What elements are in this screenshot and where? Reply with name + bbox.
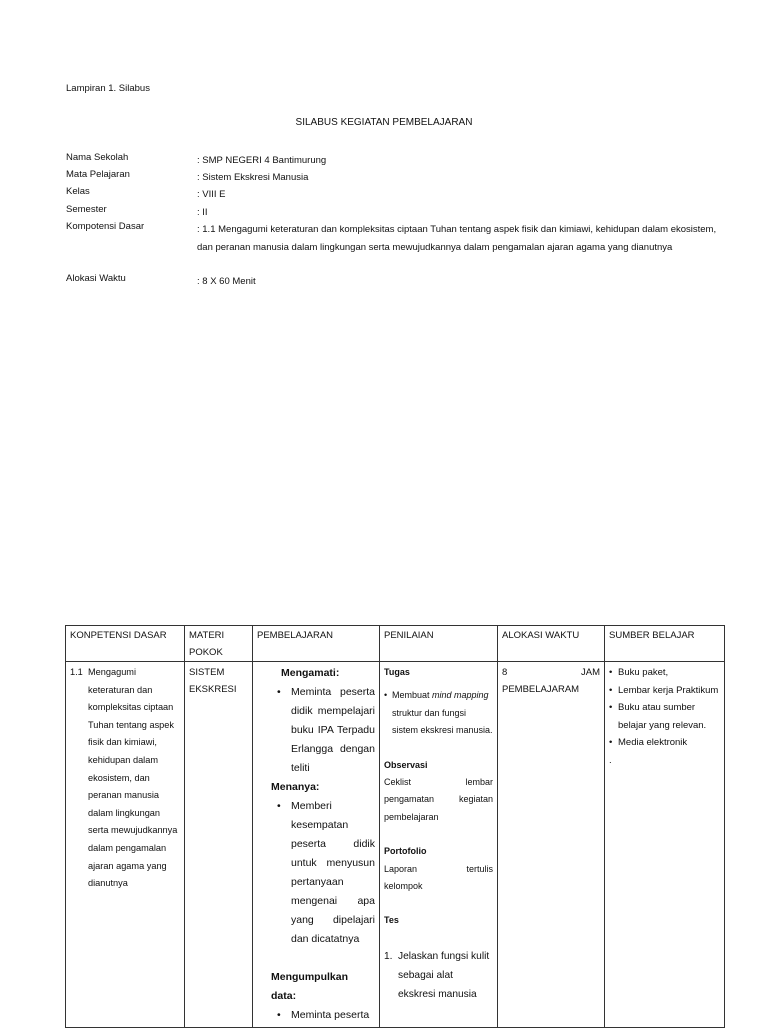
time-unit: JAM [581,667,600,678]
list-item [384,947,493,1004]
competency-text: Mengagumi keteraturan dan kompleksitas ciptaan Tuhan tentang aspek fisik dan kimiawi, kehidupan dalam ekosistem, dan peranan manusia dalam lingkungan serta mewujudkannya dalam pengamalan ajaran agama yang dianutnya [88,667,178,889]
bullet-icon: • [609,702,613,714]
column-header: PENILAIAN [380,626,498,662]
resource-text: Buku atau sumber belajar yang relevan. [618,702,707,731]
syllabus-table [65,625,725,1028]
bullet-icon: • [277,1009,281,1021]
time-allocation-cell [498,662,605,1028]
assessment-cell [380,662,498,1028]
list-item [609,682,720,700]
list-item [277,797,375,949]
observation-heading: Observasi [384,759,428,770]
document-title: SILABUS KEGIATAN PEMBELAJARAN [295,117,473,128]
portfolio-text: kelompok [384,881,423,892]
info-label: Alokasi Waktu [66,273,126,284]
bullet-icon: • [277,686,281,698]
list-item [609,734,720,752]
list-item-text: Memberi kesempatan peserta didik untuk menyusun pertanyaan mengenai apa yang dipelajari dan dicatatnya [291,800,375,945]
info-label: Kompotensi Dasar [66,221,145,232]
task-text: Membuat mind mapping struktur dan fungsi sistem ekskresi manusia. [392,690,493,736]
info-label: Mata Pelajaran [66,169,130,180]
list-item [277,1006,375,1025]
task-heading: Tugas [384,667,410,677]
observation-text: pengamatan kegiatan [384,794,493,805]
list-item-text: Meminta peserta [291,1009,370,1021]
resource-text: Lembar kerja Praktikum [618,684,719,696]
observation-text: Ceklist lembar [384,777,493,788]
info-value: : 8 X 60 Menit [197,276,256,287]
resource-text: Buku paket, [618,667,669,678]
list-item [609,664,720,682]
resource-text: Media elektronik [618,737,688,749]
column-header: PEMBELAJARAN [253,626,380,662]
list-item-text: Meminta peserta didik mempelajari buku IPA Terpadu Erlangga dengan teliti [291,686,375,774]
column-header: KONPETENSI DASAR [66,626,185,662]
bullet-icon: • [609,684,613,696]
info-value: : 1.1 Mengagumi keteraturan dan kompleksitas ciptaan Tuhan tentang aspek fisik dan kimiawi, kehidupan dalam ekosistem, dan peranan manusia dalam lingkungan serta mewujudkannya dalam pengamalan ajaran agama yang dianutnya [197,224,717,253]
observe-heading: Mengamati: [281,667,340,679]
info-value: : Sistem Ekskresi Manusia [197,172,309,183]
attachment-label: Lampiran 1. Silabus [66,83,150,94]
trailing-mark: . [609,754,612,766]
learning-resources-cell [605,662,725,1028]
portfolio-text: Laporan tertulis [384,863,493,874]
list-number: 1. [384,950,393,962]
observation-text: pembelajaran [384,811,439,822]
competency-cell [66,662,185,1028]
subject-matter-cell: SISTEM EKSKRESI [185,662,253,1028]
competency-number: 1.1 [70,667,83,677]
collect-data-heading: Mengumpulkan data: [271,971,349,1002]
time-label: PEMBELAJARAM [502,684,580,696]
test-question-text: Jelaskan fungsi kulit sebagai alat ekskresi manusia [398,950,490,1000]
bullet-icon: • [384,690,388,701]
table-row [66,662,725,1028]
learning-activities-cell [253,662,380,1028]
info-label: Semester [66,204,107,215]
list-item [609,699,720,734]
column-header: MATERI POKOK [185,626,253,662]
info-value: : II [197,207,208,218]
test-heading: Tes [384,915,399,926]
info-value: : SMP NEGERI 4 Bantimurung [197,155,327,166]
question-heading: Menanya: [271,781,320,793]
list-item [277,683,375,778]
info-label: Nama Sekolah [66,152,129,163]
column-header: ALOKASI WAKTU [498,626,605,662]
info-value: : VIII E [197,189,226,200]
info-label: Kelas [66,186,90,197]
bullet-icon: • [277,800,281,812]
time-value: 8 [502,667,508,678]
table-header-row [66,626,725,662]
bullet-icon: • [609,737,613,749]
list-item [384,687,493,739]
portfolio-heading: Portofolio [384,846,427,857]
bullet-icon: • [609,667,613,678]
column-header: SUMBER BELAJAR [605,626,725,662]
